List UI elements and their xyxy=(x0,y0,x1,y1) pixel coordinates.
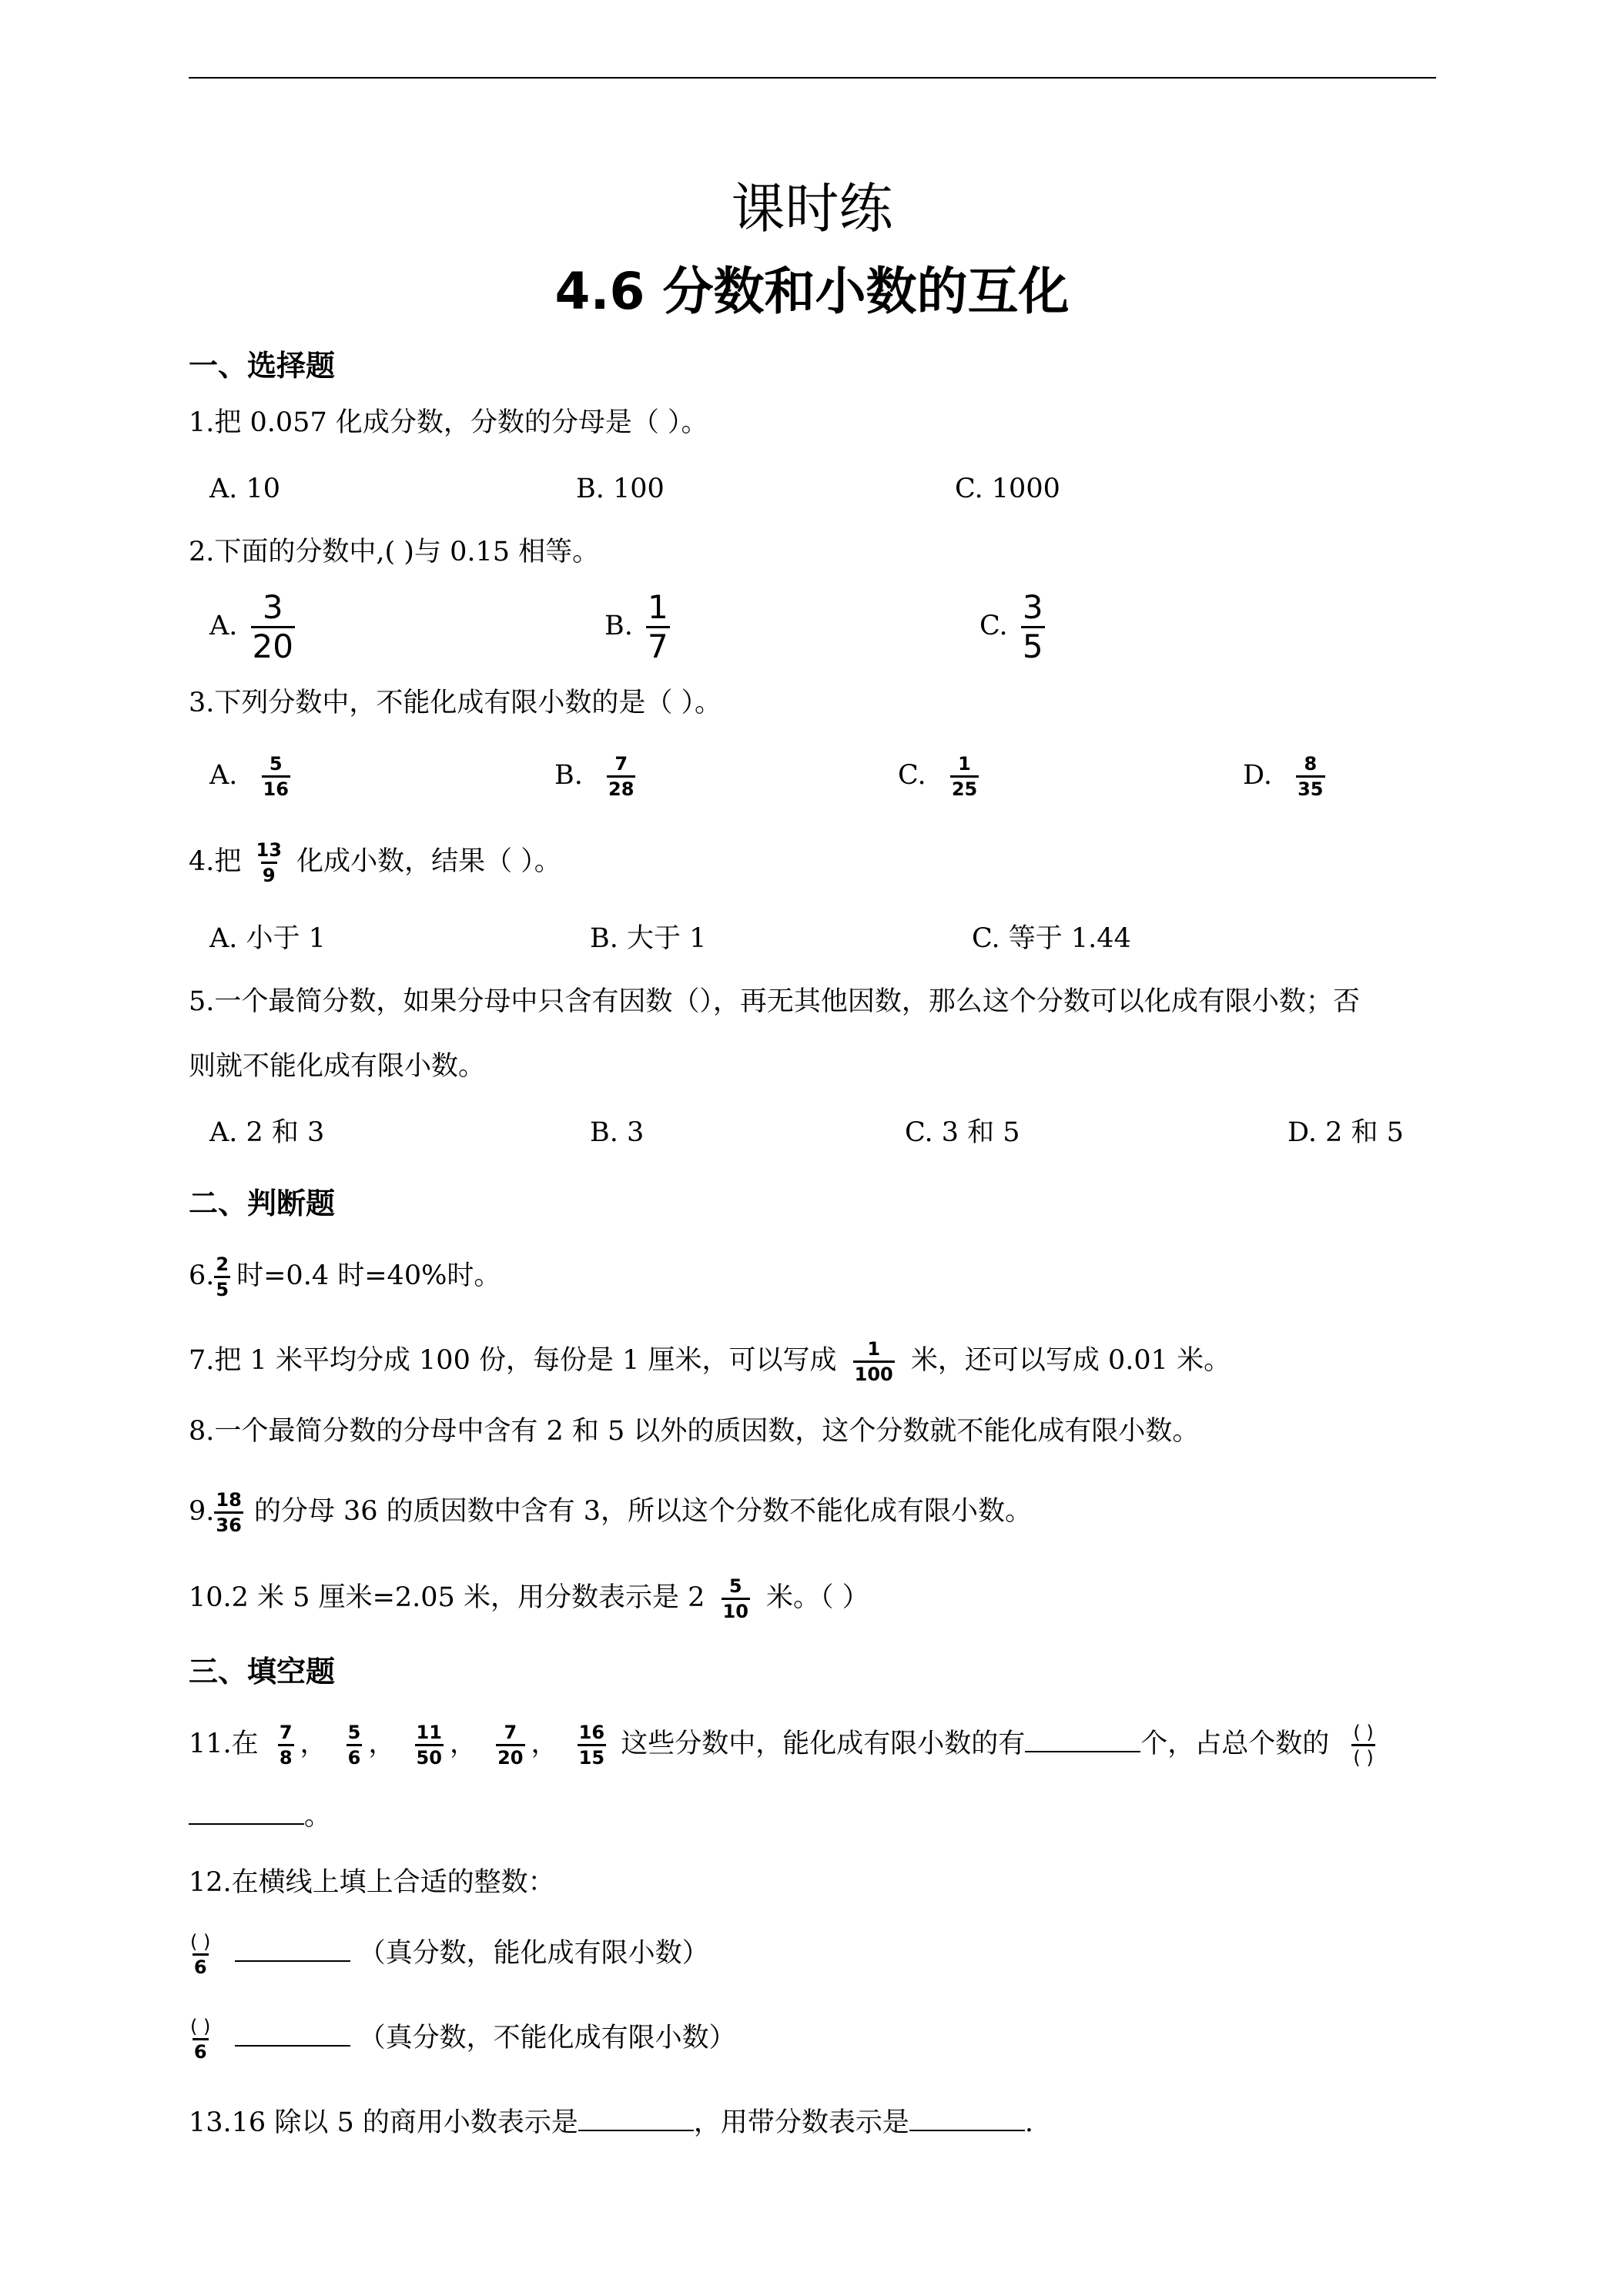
q10-text-pre: 10.2 米 5 厘米=2.05 米，用分数表示是 2 xyxy=(189,1582,705,1613)
header-rule xyxy=(189,77,1436,79)
q11-fraction-3: $\frac{11}{50}$ xyxy=(416,1722,442,1769)
q3-option-b-label: B. xyxy=(554,760,583,791)
question-1: 1.把 0.057 化成分数，分数的分母是（ ）。 xyxy=(189,407,708,438)
q3-option-b-fraction: $\frac{7}{28}$ xyxy=(608,753,635,800)
question-11-line-2 xyxy=(189,1800,331,1830)
question-10 xyxy=(189,1577,869,1621)
q5-option-c: C. 3 和 5 xyxy=(905,1117,1020,1148)
q9-text-post: 的分母 36 的质因数中含有 3，所以这个分数不能化成有限小数。 xyxy=(253,1496,1032,1527)
q12-blank-1[interactable] xyxy=(235,1937,350,1962)
q3-option-c-label: C. xyxy=(898,760,926,791)
section-heading-fill: 三、填空题 xyxy=(189,1655,336,1689)
q3-option-a xyxy=(209,755,295,798)
q11-blank-count[interactable] xyxy=(1025,1728,1140,1752)
q13-text-mid: ，用带分数表示是 xyxy=(693,2107,909,2138)
q6-text-post: 时=0.4 时=40%时。 xyxy=(236,1260,501,1291)
q11-blank-ratio[interactable] xyxy=(189,1800,304,1825)
q9-fraction: $\frac{18}{36}$ xyxy=(216,1489,242,1536)
q3-option-a-label: A. xyxy=(209,760,238,791)
q11-fraction-2: $\frac{5}{6}$ xyxy=(347,1722,361,1769)
q12-row-2-text: （真分数，不能化成有限小数） xyxy=(358,2023,736,2053)
section-heading-choice: 一、选择题 xyxy=(189,349,336,383)
q10-fraction: $\frac{5}{10}$ xyxy=(722,1575,748,1622)
q1-option-c: C. 1000 xyxy=(955,474,1060,504)
q12-fraction-2: $\frac{( )}{6}$ xyxy=(190,2016,211,2063)
q12-blank-2[interactable] xyxy=(235,2022,350,2047)
q3-option-d-label: D. xyxy=(1243,760,1272,791)
q4-option-c: C. 等于 1.44 xyxy=(972,923,1131,954)
question-4 xyxy=(189,841,561,885)
q11-text-mid2: 个，占总个数的 xyxy=(1140,1729,1330,1759)
q2-option-c-fraction: $\frac{3}{5}$ xyxy=(1022,588,1043,665)
q11-text-mid: 这些分数中，能化成有限小数的有 xyxy=(621,1729,1026,1759)
q3-option-c xyxy=(898,755,983,798)
q2-option-c-label: C. xyxy=(979,611,1008,641)
q7-fraction: $\frac{1}{100}$ xyxy=(854,1338,893,1385)
q12-row-2 xyxy=(189,2017,736,2061)
q7-text-pre: 7.把 1 米平均分成 100 份，每份是 1 厘米，可以写成 xyxy=(189,1345,837,1376)
q4-fraction: $\frac{13}{9}$ xyxy=(256,839,282,886)
q6-text-pre: 6. xyxy=(189,1260,215,1291)
question-13 xyxy=(189,2107,1033,2137)
q1-option-a: A. 10 xyxy=(209,474,281,504)
question-8: 8.一个最简分数的分母中含有 2 和 5 以外的质因数，这个分数就不能化成有限小数。 xyxy=(189,1416,1200,1447)
q11-separator-3: ， xyxy=(449,1729,477,1759)
q2-option-c xyxy=(979,588,1050,665)
question-2: 2.下面的分数中,( )与 0.15 相等。 xyxy=(189,537,600,567)
section-heading-judge: 二、判断题 xyxy=(189,1186,336,1220)
q13-text-end: . xyxy=(1024,2107,1033,2138)
q12-row-1 xyxy=(189,1933,709,1976)
page-title: 课时练 xyxy=(731,177,893,240)
q5-option-a: A. 2 和 3 xyxy=(209,1117,325,1148)
q4-text-pre: 4.把 xyxy=(189,846,242,877)
question-6 xyxy=(189,1255,501,1299)
q10-text-post: 米。（ ） xyxy=(766,1582,869,1613)
q11-fraction-blank: $\frac{( )}{( )}$ xyxy=(1353,1722,1374,1769)
q13-blank-decimal[interactable] xyxy=(578,2107,694,2131)
q3-option-a-fraction: $\frac{5}{16}$ xyxy=(263,753,289,800)
question-9 xyxy=(189,1491,1032,1535)
q5-option-d: D. 2 和 5 xyxy=(1287,1117,1404,1148)
q7-text-post: 米，还可以写成 0.01 米。 xyxy=(910,1345,1231,1376)
q11-separator-2: ， xyxy=(368,1729,396,1759)
q6-fraction: $\frac{2}{5}$ xyxy=(216,1253,229,1300)
q2-option-a-label: A. xyxy=(209,611,238,641)
question-12: 12.在横线上填上合适的整数： xyxy=(189,1867,555,1898)
q13-blank-mixed[interactable] xyxy=(909,2107,1025,2131)
q2-option-b-label: B. xyxy=(604,611,633,641)
q11-separator-4: ， xyxy=(531,1729,558,1759)
q11-text-pre: 11.在 xyxy=(189,1729,259,1759)
q3-option-b xyxy=(554,755,640,798)
q12-row-1-text: （真分数，能化成有限小数） xyxy=(358,1938,709,1969)
question-11 xyxy=(189,1723,1380,1767)
page-subtitle: 4.6 分数和小数的互化 xyxy=(554,262,1070,321)
q12-fraction-1: $\frac{( )}{6}$ xyxy=(190,1931,211,1978)
q5-option-b: B. 3 xyxy=(590,1117,645,1148)
q11-fraction-1: $\frac{7}{8}$ xyxy=(279,1722,293,1769)
question-7 xyxy=(189,1340,1231,1384)
q4-text-post: 化成小数，结果（ ）。 xyxy=(296,846,561,877)
q3-option-c-fraction: $\frac{1}{25}$ xyxy=(951,753,978,800)
q11-separator-1: ， xyxy=(300,1729,327,1759)
question-5-line-2: 则就不能化成有限小数。 xyxy=(189,1051,486,1082)
q2-option-a xyxy=(209,588,300,665)
q4-option-a: A. 小于 1 xyxy=(209,923,326,954)
q2-option-b-fraction: $\frac{1}{7}$ xyxy=(648,588,668,665)
q4-option-b: B. 大于 1 xyxy=(590,923,707,954)
q11-fraction-5: $\frac{16}{15}$ xyxy=(578,1722,605,1769)
question-3: 3.下列分数中，不能化成有限小数的是（ ）。 xyxy=(189,688,722,718)
q2-option-a-fraction: $\frac{3}{20}$ xyxy=(252,588,293,665)
q13-text-pre: 13.16 除以 5 的商用小数表示是 xyxy=(189,2107,578,2138)
q9-text-pre: 9. xyxy=(189,1496,215,1527)
q11-fraction-4: $\frac{7}{20}$ xyxy=(497,1722,524,1769)
q1-option-b: B. 100 xyxy=(576,474,665,504)
question-5-line-1: 5.一个最简分数，如果分母中只含有因数（），再无其他因数，那么这个分数可以化成有限小数；否 xyxy=(189,986,1360,1017)
q2-option-b xyxy=(604,588,675,665)
q11-text-end: 。 xyxy=(304,1801,332,1832)
q3-option-d-fraction: $\frac{8}{35}$ xyxy=(1298,753,1324,800)
q3-option-d xyxy=(1243,755,1330,798)
